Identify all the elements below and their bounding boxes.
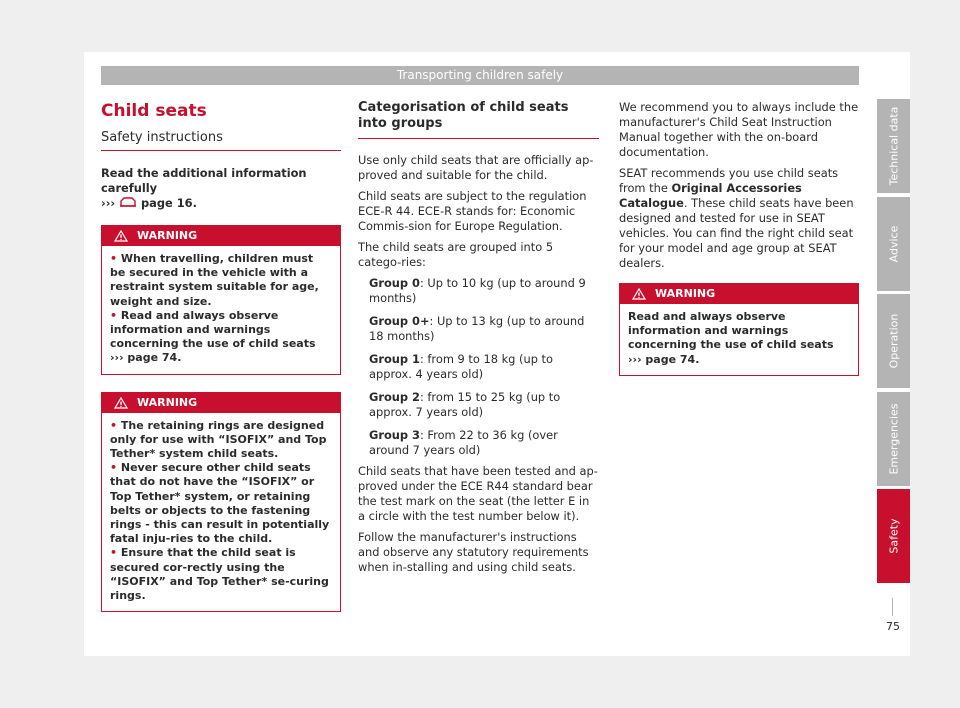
side-tab-advice[interactable] [877, 197, 910, 291]
paragraph: Follow the manufacturer's instructions and observe any statutory requirements when in-stalling and using child seats. [358, 530, 589, 574]
group-item [369, 276, 599, 306]
side-tab-label: Operation [887, 313, 900, 369]
warning-item [110, 419, 332, 462]
bullet-icon: • [110, 252, 118, 265]
paragraph [619, 166, 859, 271]
page-number-divider [892, 598, 893, 616]
warning-label: WARNING [137, 229, 198, 242]
warning-item [110, 309, 332, 366]
warning-item-text: Ensure that the child seat is secured cor-rectly using the “ISOFIX” and Top Tether* se-curing rings. [110, 546, 329, 603]
bullet-icon: • [110, 308, 118, 322]
paragraph: We recommend you to always include the manufacturer's Child Seat Instruction Manual together with the on-board documentation. [619, 100, 859, 159]
side-tab-emergencies[interactable] [877, 392, 910, 486]
warning-label: WARNING [137, 395, 198, 409]
section-heading: Categorisation of child seats into groups [358, 100, 599, 139]
group-item [369, 390, 599, 420]
group-name: Group 0+ [369, 314, 430, 328]
group-desc: : from 9 to 18 kg (up to approx. 4 years old) [369, 352, 553, 381]
warning-body [620, 304, 858, 375]
side-tab-label: Emergencies [887, 403, 900, 475]
car-book-icon [119, 197, 137, 208]
paragraph: Child seats that have been tested and ap-proved under the ECE R44 standard bear the test mark on the seat (the letter E in a circle with the test number below it). [358, 464, 598, 523]
column-1 [101, 100, 341, 612]
warning-label: WARNING [655, 287, 716, 300]
page-number: 75 [886, 620, 900, 633]
group-list [358, 276, 599, 458]
group-name: Group 2 [369, 390, 420, 404]
warning-box-2 [101, 392, 341, 613]
side-tab-technical-data[interactable] [877, 99, 910, 193]
warning-item-text: When travelling, children must be secured in the vehicle with a restraint system suitable for age, weight and size. [110, 252, 319, 308]
group-name: Group 0 [369, 276, 420, 290]
warning-item-text: Read and always observe information and warnings concerning the use of child seats [110, 308, 316, 351]
warning-body [102, 246, 340, 374]
warning-text: Read and always observe information and warnings concerning the use of child seats [628, 310, 834, 352]
group-desc: : Up to 13 kg (up to around 18 months) [369, 314, 585, 343]
group-name: Group 3 [369, 428, 420, 442]
column-3 [619, 100, 859, 376]
warning-box-3 [619, 283, 859, 376]
side-tab-safety[interactable] [877, 489, 910, 583]
column-2 [358, 100, 599, 581]
group-item [369, 314, 599, 344]
group-desc: : From 22 to 36 kg (over around 7 years old) [369, 428, 558, 457]
warning-item-text: The retaining rings are designed only for use with “ISOFIX” and Top Tether* system child seats. [110, 418, 327, 461]
catalogue-name: Original Accessories Catalogue [619, 181, 802, 210]
bullet-icon: • [110, 546, 118, 560]
intro-ref-arrows: ››› [101, 196, 116, 210]
warning-triangle-icon [114, 230, 128, 242]
warning-header [102, 393, 340, 413]
warning-item [110, 252, 332, 309]
section-title: Child seats [101, 101, 207, 121]
group-item [369, 352, 599, 382]
group-desc: : from 15 to 25 kg (up to approx. 7 years old) [369, 390, 561, 419]
side-tab-label: Technical data [887, 106, 900, 186]
paragraph-text: SEAT recommends you use child seats from the [619, 166, 839, 195]
group-desc: : Up to 10 kg (up to around 9 months) [369, 276, 586, 305]
warning-item [110, 461, 332, 546]
warning-body [102, 413, 340, 612]
group-name: Group 1 [369, 352, 420, 366]
paragraph: Child seats are subject to the regulation ECE-R 44. ECE-R stands for: Economic Commis-sion for Europe Regulation. [358, 189, 587, 233]
warning-header [620, 284, 858, 304]
section-subtitle: Safety instructions [101, 130, 341, 151]
warning-header [102, 226, 340, 246]
warning-ref-link[interactable]: ››› page 74. [628, 352, 700, 366]
paragraph-text: . These child seats have been designed and tested for use in SEAT vehicles. You can find the right child seat for your model and age group at SEAT dealers. [619, 196, 854, 270]
warning-triangle-icon [114, 397, 128, 409]
intro-text-main: Read the additional information carefully [101, 166, 307, 195]
side-tab-label: Advice [887, 225, 900, 263]
warning-ref-link[interactable]: ››› page 74. [110, 351, 182, 365]
intro-text [101, 166, 341, 211]
side-tab-label: Safety [887, 518, 900, 554]
paragraph: The child seats are grouped into 5 catego-ries: [358, 240, 554, 269]
warning-triangle-icon [632, 288, 646, 300]
side-tab-operation[interactable] [877, 294, 910, 388]
warning-box-1 [101, 225, 341, 375]
group-item [369, 428, 599, 458]
bullet-icon: • [110, 418, 118, 432]
bullet-icon: • [110, 461, 118, 475]
running-header: Transporting children safely [101, 66, 859, 85]
warning-item [110, 546, 332, 603]
paragraph: Use only child seats that are officially ap-proved and suitable for the child. [358, 153, 594, 182]
intro-ref-link[interactable]: page 16. [141, 196, 197, 210]
warning-item-text: Never secure other child seats that do not have the “ISOFIX” or Top Tether* system, or retaining belts or objects to the fastening rings - this can result in potentially fatal inju-ries to the child. [110, 461, 330, 546]
